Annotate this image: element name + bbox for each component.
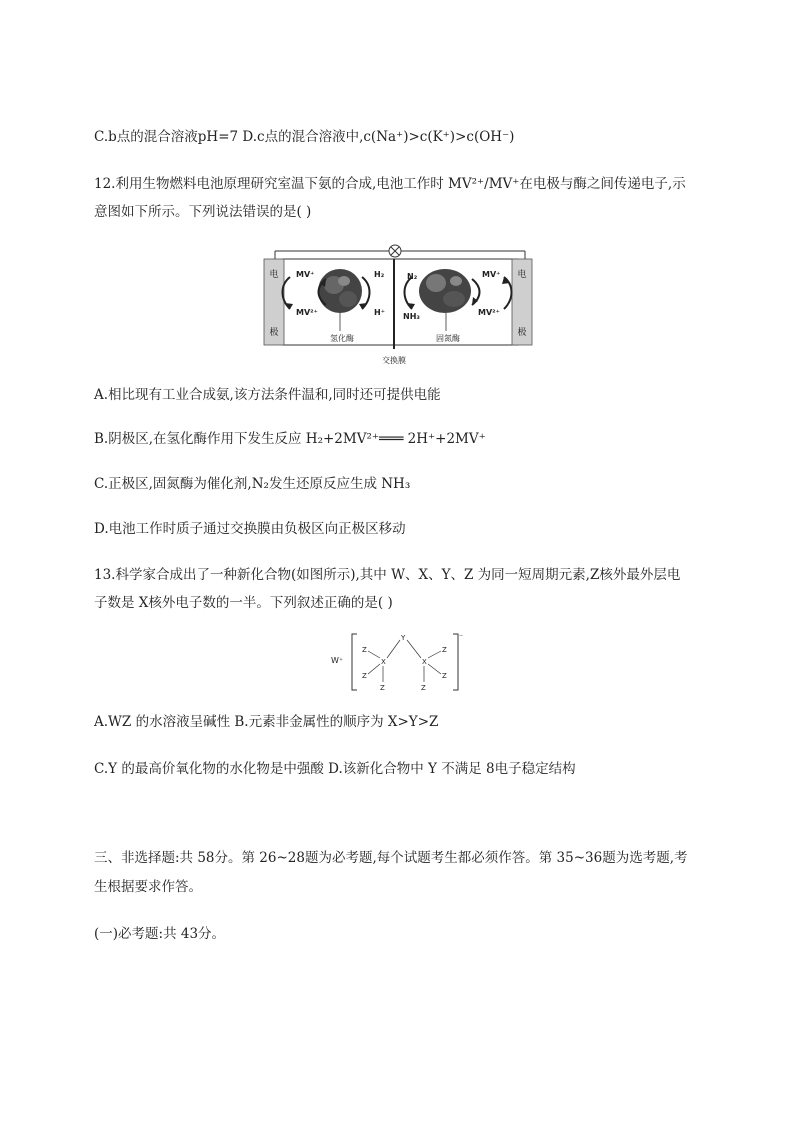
q12-option-b: B.阴极区,在氢化酶作用下发生反应 H₂+2MV²⁺═══ 2H⁺+2MV⁺: [94, 431, 486, 447]
section3-subheading: (一)必考题:共 43分。: [94, 926, 226, 942]
x-left: X: [381, 658, 386, 666]
q12-fuel-cell-diagram: [260, 237, 540, 372]
y-center: Y: [401, 634, 406, 642]
z-below-right: Z: [421, 684, 426, 692]
nh3-label: NH₃: [403, 312, 420, 321]
q12-option-c: C.正极区,固氮酶为催化剂,N₂发生还原反应生成 NH₃: [94, 476, 411, 492]
membrane-label: 交换膜: [382, 356, 406, 365]
nitrogenase-enzyme-image: [419, 269, 471, 313]
q13-options-cd: C.Y 的最高价氧化物的水化物是中强酸 D.该新化合物中 Y 不满足 8电子稳定结构: [94, 761, 576, 777]
h2-label: H₂: [374, 270, 385, 279]
hydrogenase-label: 氢化酶: [330, 334, 354, 343]
x-right: X: [422, 658, 427, 666]
q13-stem-line2: 子数是 X核外电子数的一半。下列叙述正确的是( ): [94, 595, 393, 611]
n2-label: N₂: [407, 272, 418, 281]
q11-options-cd: C.b点的混合溶液pH=7 D.c点的混合溶液中,c(Na⁺)>c(K⁺)>c(OH⁻): [94, 129, 515, 145]
w-ion-label: W⁺: [331, 656, 344, 665]
left-electrode-label-1: 电: [269, 270, 279, 280]
q13-structure-diagram: [325, 630, 470, 695]
q12-option-d: D.电池工作时质子通过交换膜由负极区向正极区移动: [94, 521, 406, 537]
z-top-left: Z: [362, 646, 367, 654]
q12-option-a: A.相比现有工业合成氨,该方法条件温和,同时还可提供电能: [94, 387, 441, 403]
q12-stem-line2: 意图如下所示。下列说法错误的是( ): [94, 204, 312, 220]
q13-options-ab: A.WZ 的水溶液呈碱性 B.元素非金属性的顺序为 X>Y>Z: [94, 714, 439, 730]
charge-label: ⁻: [459, 632, 464, 641]
right-electrode-label-1: 电: [517, 270, 527, 280]
z-bottom-right: Z: [442, 672, 447, 680]
q13-stem-line1: 13.科学家合成出了一种新化合物(如图所示),其中 W、X、Y、Z 为同一短周期元素,Z核外最外层电: [94, 567, 681, 583]
mv-plus-right: MV⁺: [482, 270, 501, 279]
z-bottom-left: Z: [362, 672, 367, 680]
h-plus-label: H⁺: [374, 308, 385, 317]
q12-stem-line1: 12.利用生物燃料电池原理研究室温下氨的合成,电池工作时 MV²⁺/MV⁺在电极与酶之间传递电子,示: [94, 176, 686, 192]
z-below-left: Z: [380, 684, 385, 692]
mv-plus-left: MV⁺: [296, 270, 315, 279]
mv-2plus-right: MV²⁺: [478, 308, 500, 317]
section3-heading-line1: 三、非选择题:共 58分。第 26~28题为必考题,每个试题考生都必须作答。第 35~36题为选考题,考: [94, 850, 688, 866]
z-top-right: Z: [442, 646, 447, 654]
lamp-icon: [389, 245, 401, 257]
nitrogenase-label: 固氮酶: [436, 334, 460, 343]
section3-heading-line2: 生根据要求作答。: [94, 879, 202, 895]
mv-2plus-left: MV²⁺: [296, 308, 318, 317]
left-electrode-label-2: 极: [269, 328, 279, 338]
hydrogenase-enzyme-image: [318, 269, 362, 313]
right-electrode-label-2: 极: [517, 328, 527, 338]
